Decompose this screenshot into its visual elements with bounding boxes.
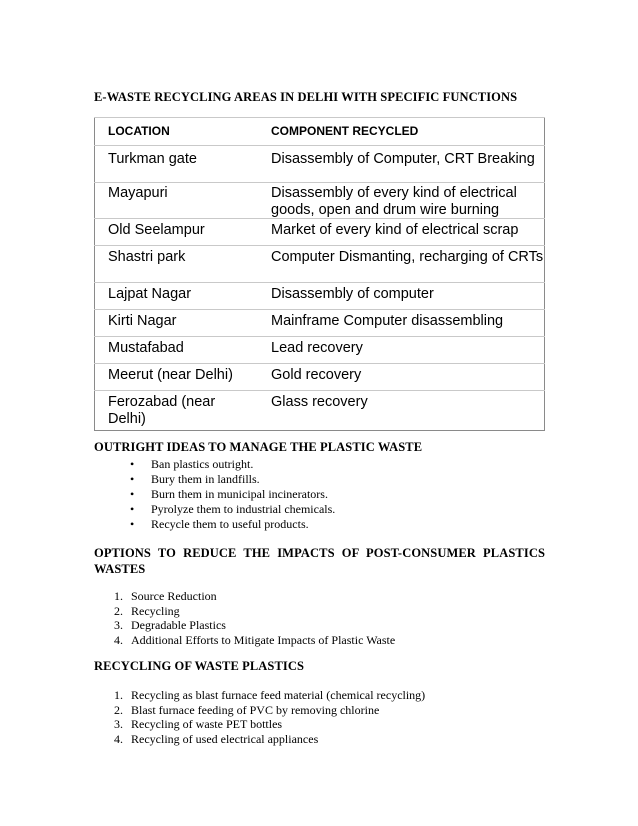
location-text: Old Seelampur xyxy=(108,222,205,238)
component-cell xyxy=(258,219,545,246)
location-text: Mayapuri xyxy=(108,185,168,201)
list-item xyxy=(94,688,545,703)
location-cell xyxy=(95,310,259,337)
table-row xyxy=(95,364,545,391)
outright-ideas-list xyxy=(94,457,545,532)
component-cell xyxy=(258,310,545,337)
outright-ideas-title: OUTRIGHT IDEAS TO MANAGE THE PLASTIC WASTE xyxy=(94,440,423,454)
list-item xyxy=(94,633,545,648)
location-cell xyxy=(95,219,259,246)
reduce-impacts-title-line2: WASTES xyxy=(94,562,146,576)
ewaste-section-title: E-WASTE RECYCLING AREAS IN DELHI WITH SPECIFIC FUNCTIONS xyxy=(94,90,518,104)
component-text: Gold recovery xyxy=(271,367,362,383)
location-cell xyxy=(95,146,259,183)
list-item xyxy=(94,604,545,619)
component-text: Mainframe Computer disassembling xyxy=(271,313,504,329)
component-text: Disassembly of Computer, CRT Breaking xyxy=(271,151,535,167)
location-text: Mustafabad xyxy=(108,340,184,356)
table-row xyxy=(95,310,545,337)
list-item-text: Bury them in landfills. xyxy=(151,472,260,486)
list-item-text: Degradable Plastics xyxy=(131,618,226,633)
component-text: Glass recovery xyxy=(271,394,368,410)
location-text: Shastri park xyxy=(108,249,186,265)
location-cell xyxy=(95,391,259,431)
list-item xyxy=(94,618,545,633)
list-item-text: Pyrolyze them to industrial chemicals. xyxy=(151,502,336,516)
list-item-text: Recycling of used electrical appliances xyxy=(131,731,319,746)
list-item xyxy=(94,457,545,472)
location-text: Kirti Nagar xyxy=(108,313,177,329)
list-item xyxy=(94,703,545,718)
list-number: 2. xyxy=(114,702,123,717)
location-text: Turkman gate xyxy=(108,151,197,167)
component-cell xyxy=(258,183,545,219)
reduce-impacts-title-line1: OPTIONS TO REDUCE THE IMPACTS OF POST-CONSUMER PLASTICS xyxy=(94,546,545,560)
location-cell xyxy=(95,183,259,219)
table-row xyxy=(95,219,545,246)
table-header-row xyxy=(95,118,545,146)
location-text: Ferozabad (near Delhi) xyxy=(108,394,216,427)
list-item-text: Recycle them to useful products. xyxy=(151,517,309,531)
bullet-icon: • xyxy=(130,487,135,501)
table-row xyxy=(95,146,545,183)
list-item-text: Recycling xyxy=(131,603,180,618)
list-number: 4. xyxy=(114,632,123,647)
bullet-icon: • xyxy=(130,457,135,471)
location-text: Lajpat Nagar xyxy=(108,286,192,302)
list-number: 3. xyxy=(114,717,123,732)
list-number: 2. xyxy=(114,603,123,618)
table-row xyxy=(95,246,545,283)
table-row xyxy=(95,391,545,431)
list-number: 3. xyxy=(114,618,123,633)
list-item xyxy=(94,487,545,502)
list-item-text: Source Reduction xyxy=(131,589,217,603)
component-text: Market of every kind of electrical scrap xyxy=(271,222,519,238)
list-item xyxy=(94,517,545,532)
reduce-impacts-list xyxy=(94,589,545,647)
component-text: Disassembly of computer xyxy=(271,286,434,302)
component-cell xyxy=(258,246,545,283)
list-item-text: Ban plastics outright. xyxy=(151,457,254,471)
list-item-text: Recycling of waste PET bottles xyxy=(131,717,283,732)
component-text: Disassembly of every kind of electrical goods, open and drum wire burning xyxy=(271,185,517,218)
location-cell xyxy=(95,364,259,391)
table-row xyxy=(95,337,545,364)
bullet-icon: • xyxy=(130,502,135,516)
component-cell xyxy=(258,364,545,391)
bullet-icon: • xyxy=(130,517,135,531)
location-cell xyxy=(95,246,259,283)
list-item-text: Recycling as blast furnace feed material (chemical recycling) xyxy=(131,688,426,702)
list-number: 1. xyxy=(114,589,123,603)
location-cell xyxy=(95,337,259,364)
location-column-header: LOCATION xyxy=(95,118,259,146)
component-cell xyxy=(258,283,545,310)
list-item-text: Burn them in municipal incinerators. xyxy=(151,487,328,501)
list-item xyxy=(94,502,545,517)
bullet-icon: • xyxy=(130,472,135,486)
recycling-waste-plastics-list xyxy=(94,688,545,746)
list-number: 1. xyxy=(114,688,123,702)
list-item-text: Additional Efforts to Mitigate Impacts of Plastic Waste xyxy=(131,632,396,647)
location-text: Meerut (near Delhi) xyxy=(108,367,233,383)
location-cell xyxy=(95,283,259,310)
list-number: 4. xyxy=(114,731,123,746)
list-item-text: Blast furnace feeding of PVC by removing chlorine xyxy=(131,702,380,717)
reduce-impacts-title xyxy=(94,545,545,577)
component-column-header: COMPONENT RECYCLED xyxy=(258,118,545,146)
component-text: Computer Dismanting, recharging of CRTs xyxy=(271,249,544,265)
list-item xyxy=(94,589,545,604)
list-item xyxy=(94,732,545,747)
table-row xyxy=(95,283,545,310)
ewaste-table xyxy=(94,117,545,431)
component-cell xyxy=(258,146,545,183)
recycling-waste-plastics-title: RECYCLING OF WASTE PLASTICS xyxy=(94,659,305,673)
component-text: Lead recovery xyxy=(271,340,363,356)
table-row xyxy=(95,183,545,219)
component-cell xyxy=(258,391,545,431)
list-item xyxy=(94,717,545,732)
list-item xyxy=(94,472,545,487)
component-cell xyxy=(258,337,545,364)
